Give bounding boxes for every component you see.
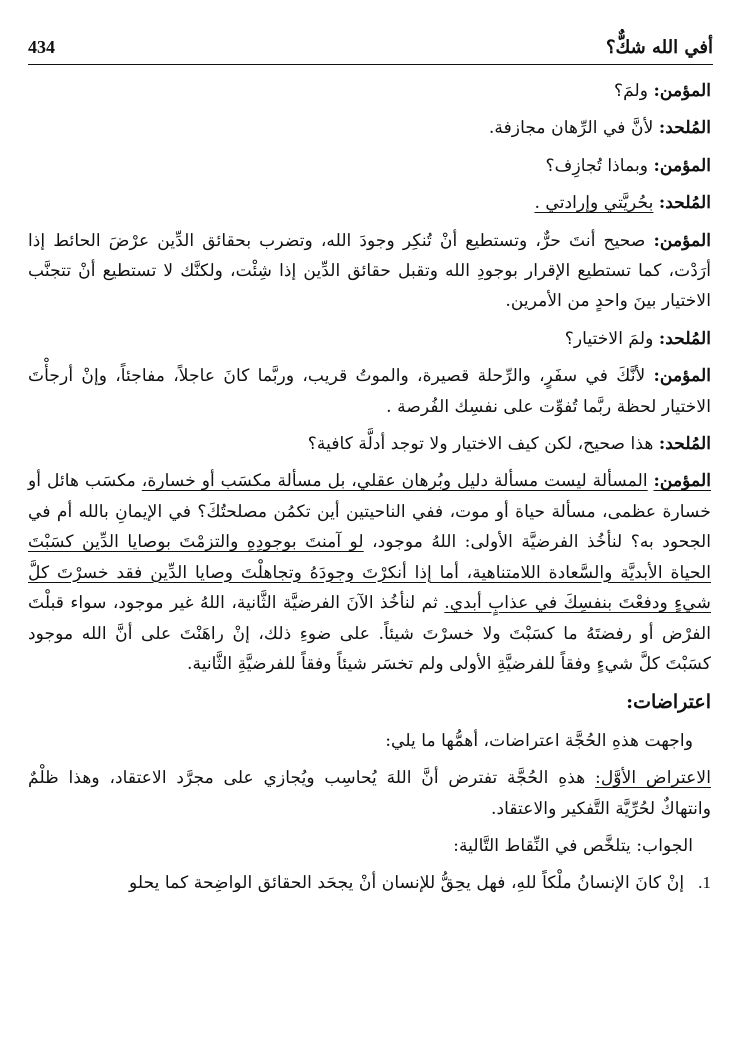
- page-header: [28, 24, 713, 65]
- dialogue-line: [28, 151, 711, 181]
- answer-text: يتلخَّص في النِّقاط التَّالية:: [453, 835, 631, 856]
- answer-label: الجواب:: [636, 835, 693, 856]
- dialogue-text: لأنَّ في الرِّهان مجازفة.: [488, 118, 654, 139]
- page-body: [28, 76, 711, 899]
- page-number: 434: [28, 37, 55, 57]
- dialogue-text-lead: المسألة ليست مسألة دليل وبُرهان عقلي، بل مسألة مكسَب أو خسارة،: [141, 471, 648, 492]
- objection-text: هذهِ الحُجَّة تفترض أنَّ اللهَ يُحاسِب ويُجازي على مجرَّد الاعتقاد، وهذا ظلْمٌ وانتهاكٌ لحُرِّيَّة التَّفكير والاعتقاد.: [28, 768, 711, 819]
- objection-item: [28, 763, 711, 824]
- dialogue-text-mid: مكسَب هائل أو خسارة عظمى، مسألة حياة أو موت، ففي الناحيتين أين تكمُن مصلحتُكَ؟ في الإيمانِ بالله أم في الجحود به؟ لنأخُذ الفرضيَّة الأولى: اللهُ موجود،: [28, 471, 712, 553]
- speaker-label: المُلحد:: [658, 328, 711, 349]
- speaker-label: المؤمن:: [653, 81, 711, 101]
- dialogue-text-tail: ثم لنأخُذ الآنَ الفرضيَّة الثَّانية، اللهُ غير موجود، سواء قبلْتَ الفرْض أو رفضتَهُ ما كسَبْتَ ولا خسرْتَ شيئاً. على ضوءِ ذلك، إنْ راهَنْتَ على أنَّ الله موجود كسَبْتَ كلَّ شيءٍ وفقاً للفرضيَّةِ الأولى ولم تخسَر شيئاً وفقاً للفرضيَّةِ الثَّانية.: [28, 593, 711, 674]
- answer-line: [28, 831, 711, 861]
- dialogue-line: [28, 429, 711, 459]
- running-title: أفي الله شكٌّ؟: [605, 37, 713, 58]
- speaker-label: المُلحد:: [658, 193, 711, 214]
- dialogue-line: [28, 361, 711, 422]
- dialogue-text: ولمَ الاختيار؟: [564, 328, 654, 349]
- dialogue-line: [28, 76, 711, 106]
- section-heading: اعتراضات:: [626, 691, 711, 714]
- point-number: 1.: [698, 873, 711, 893]
- speaker-label: المؤمن:: [653, 230, 712, 251]
- numbered-point: [28, 868, 711, 898]
- dialogue-text: بحُريَّتي وإرادتي .: [534, 193, 654, 214]
- dialogue-text: ولمَ؟: [613, 81, 649, 101]
- dialogue-text: وبماذا تُجازِف؟: [545, 155, 649, 176]
- dialogue-line: [28, 226, 711, 317]
- dialogue-line: [28, 324, 711, 354]
- speaker-label: المؤمن:: [653, 366, 711, 387]
- objection-label: الاعتراض الأوَّل:: [595, 768, 711, 789]
- dialogue-text-underlined: لو آمنتَ بوجودِهِ والتزمْتَ بوصايا الدِّين كسَبْتَ الحياة الأبديَّة والسَّعادة اللامتناهية، أما إذا أنكرْتَ وجودَهُ وتجاهلْتَ وصايا الدِّين فقد خسرْتَ كلَّ شيءٍ ودفعْتَ بنفسِكَ في عذابٍ أبدي.: [28, 532, 711, 614]
- dialogue-line: [28, 113, 711, 143]
- speaker-label: المؤمن:: [653, 155, 711, 176]
- dialogue-line: [28, 188, 711, 218]
- objections-intro: واجهت هذهِ الحُجَّة اعتراضات، أهمُّها ما يلي:: [385, 730, 693, 751]
- dialogue-text: صحيح أنتَ حرٌّ، وتستطيع أنْ تُنكِر وجودَ الله، وتضرب بحقائق الدِّين عرْضَ الحائط إذا أرَدْت، كما تستطيع الإقرار بوجودِ الله وتقبل حقائق الدِّين إذا شِئْت، ولكنَّك لا تستطيع أنْ تتجنَّب الاختيار بينَ واحدٍ من الأمرين.: [28, 230, 711, 312]
- speaker-label: المؤمن:: [653, 471, 711, 492]
- point-text: إنْ كانَ الإنسانُ ملْكاً للهِ، فهل يحِقُّ للإنسان أنْ يجحَد الحقائق الواضِحة كما يحلو: [129, 873, 685, 894]
- speaker-label: المُلحد:: [658, 118, 711, 139]
- dialogue-text: لأنَّكَ في سفَرٍ، والرِّحلة قصيرة، والموتُ قريب، وربَّما كانَ عاجلاً، مفاجئاً، وإنْ أرجأْتَ الاختيار لحظة ربَّما تُفوِّت على نفسِك الفُرصة .: [28, 366, 711, 417]
- dialogue-text: هذا صحيح، لكن كيف الاختيار ولا توجد أدلَّة كافية؟: [307, 434, 654, 455]
- dialogue-line: [28, 466, 711, 679]
- speaker-label: المُلحد:: [658, 434, 711, 455]
